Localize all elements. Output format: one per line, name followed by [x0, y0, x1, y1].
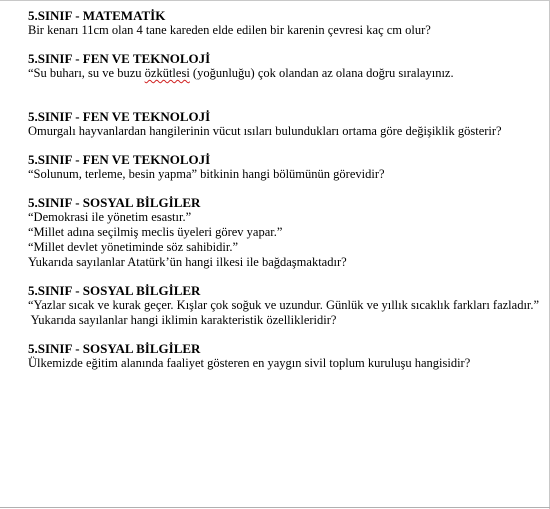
question-4	[28, 152, 546, 182]
question-3	[28, 109, 546, 139]
question-text-part: (yoğunluğu) çok olandan az olana doğru sıralayınız.	[189, 66, 454, 80]
document-body	[28, 8, 546, 371]
question-heading: 5.SINIF - MATEMATİK	[28, 8, 166, 23]
question-text: “Solunum, terleme, besin yapma” bitkinin hangi bölümünün görevidir?	[28, 167, 385, 181]
question-text: “Demokrasi ile yönetim esastır.”	[28, 210, 192, 224]
question-text: “Millet devlet yönetiminde söz sahibidir.”	[28, 240, 239, 254]
question-text-part: “Su buharı, su ve buzu	[28, 66, 145, 80]
question-text: Omurgalı hayvanlardan hangilerinin vücut ısıları bulundukları ortama göre değişiklik gösterir?	[28, 124, 502, 138]
question-1	[28, 8, 546, 38]
question-text: Yukarıda sayılanlar hangi iklimin karakteristik özellikleridir?	[28, 313, 337, 327]
question-heading: 5.SINIF - SOSYAL BİLGİLER	[28, 283, 201, 298]
question-text: “Yazlar sıcak ve kurak geçer. Kışlar çok soğuk ve uzundur. Günlük ve yıllık sıcaklık farkları fazladır.”	[28, 298, 540, 312]
question-text	[28, 66, 546, 81]
question-2	[28, 51, 546, 81]
question-text: Bir kenarı 11cm olan 4 tane kareden elde edilen bir karenin çevresi kaç cm olur?	[28, 23, 431, 37]
page-border-bottom	[0, 507, 550, 508]
question-7	[28, 341, 546, 371]
page-border-top	[0, 0, 550, 1]
question-text: Ülkemizde eğitim alanında faaliyet gösteren en yaygın sivil toplum kuruluşu hangisidir?	[28, 356, 471, 370]
question-heading: 5.SINIF - FEN VE TEKNOLOJİ	[28, 51, 211, 66]
question-heading: 5.SINIF - SOSYAL BİLGİLER	[28, 341, 201, 356]
question-heading: 5.SINIF - FEN VE TEKNOLOJİ	[28, 152, 211, 167]
question-text: Yukarıda sayılanlar Atatürk’ün hangi ilkesi ile bağdaşmaktadır?	[28, 255, 347, 269]
question-text: “Millet adına seçilmiş meclis üyeleri görev yapar.”	[28, 225, 283, 239]
question-heading: 5.SINIF - SOSYAL BİLGİLER	[28, 195, 201, 210]
question-5	[28, 195, 546, 270]
question-heading: 5.SINIF - FEN VE TEKNOLOJİ	[28, 109, 211, 124]
misspelled-word[interactable]: özkütlesi	[144, 66, 190, 80]
question-6	[28, 283, 546, 328]
